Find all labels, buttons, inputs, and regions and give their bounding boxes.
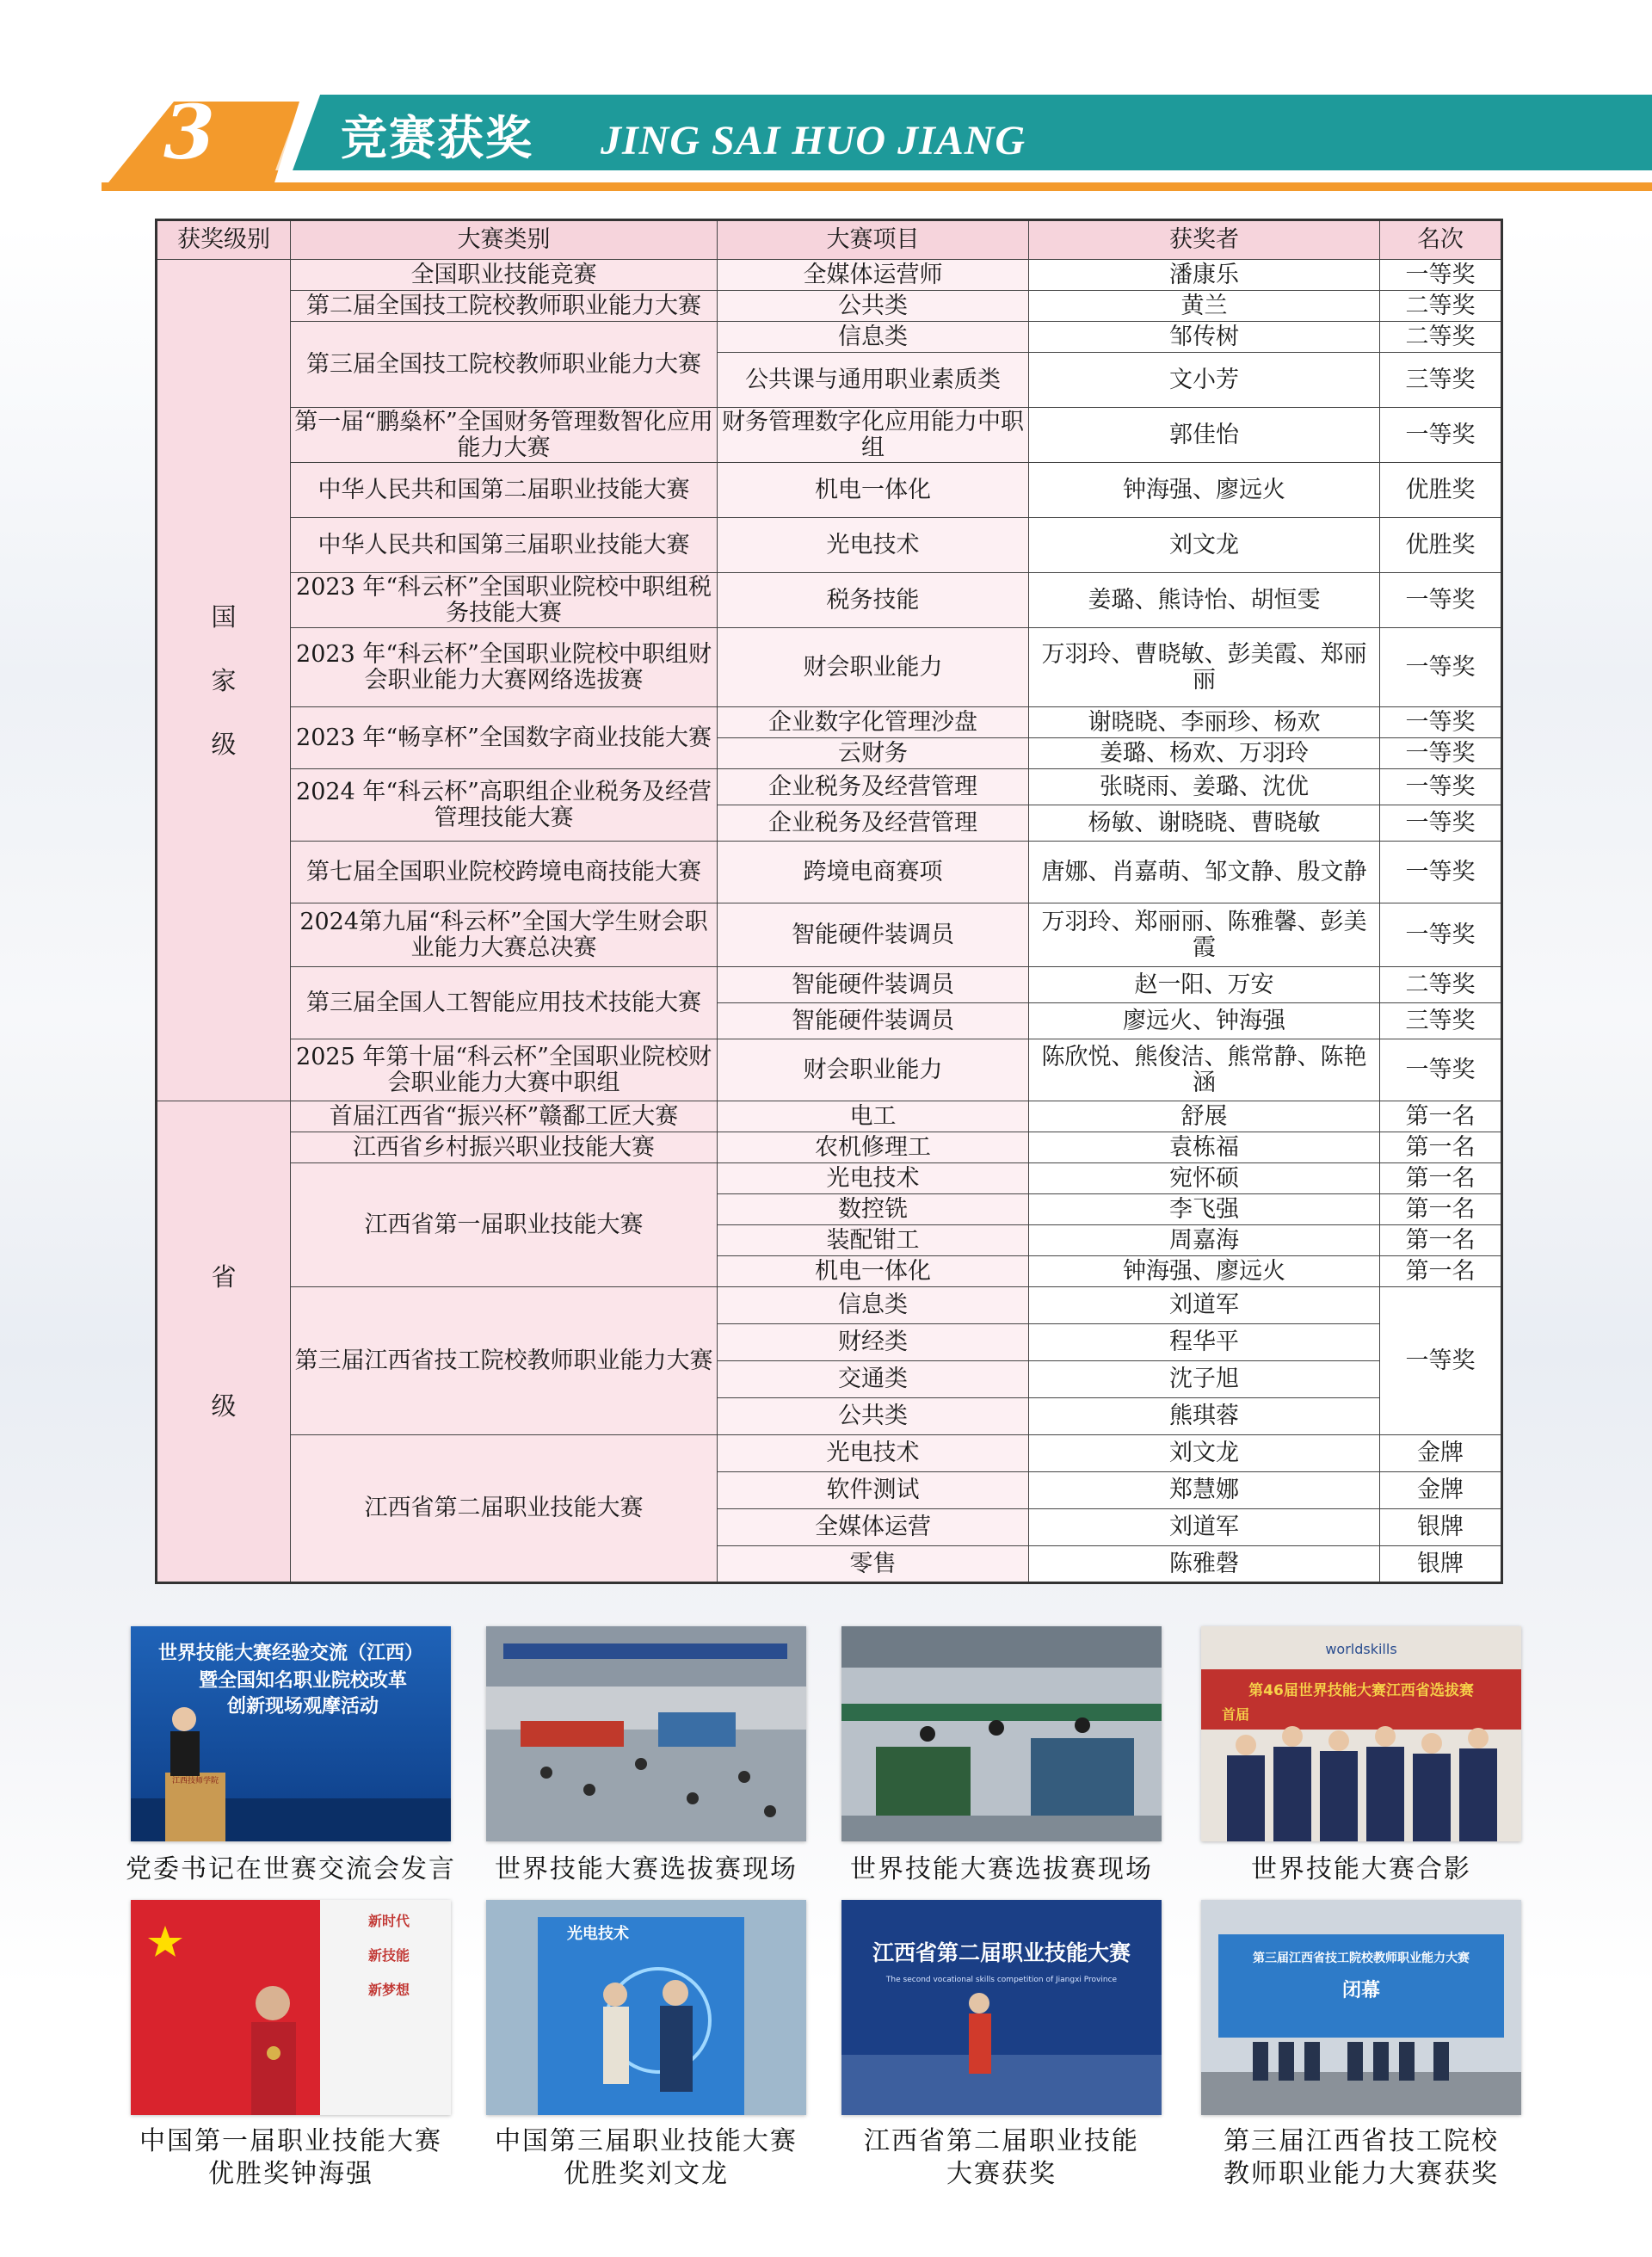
caption-line: 中国第三届职业技能大赛 (495, 2126, 798, 2156)
photo-screen-text: 第三届江西省技工院校教师职业能力大赛 (1253, 1952, 1470, 1965)
caption-line: 第三届江西省技工院校 (1224, 2126, 1499, 2156)
cell-winner: 万羽玲、曹晓敏、彭美霞、郑丽丽 (1029, 628, 1380, 707)
photo-caption (1189, 2125, 1533, 2191)
cell-rank: 一等奖 (1380, 769, 1502, 805)
cell-winner: 张晓雨、姜璐、沈优 (1029, 769, 1380, 805)
cell-winner: 文小芳 (1029, 353, 1380, 408)
cell-project: 机电一体化 (718, 1256, 1029, 1287)
cell-category: 第三届全国人工智能应用技术技能大赛 (291, 967, 718, 1039)
photo-screen-text: 光电技术 (567, 1925, 629, 1943)
cell-project: 光电技术 (718, 1435, 1029, 1472)
caption-line: 优胜奖钟海强 (208, 2159, 373, 2189)
cell-project: 信息类 (718, 1287, 1029, 1324)
cell-winner: 谢晓晓、李丽珍、杨欢 (1029, 707, 1380, 738)
table-row (157, 903, 1502, 967)
cell-rank: 第一名 (1380, 1194, 1502, 1225)
caption-line: 江西省第二届职业技能 (864, 2126, 1139, 2156)
caption-line: 教师职业能力大赛获奖 (1224, 2159, 1499, 2189)
cell-project: 软件测试 (718, 1472, 1029, 1509)
header-winner: 获奖者 (1029, 220, 1380, 260)
cell-category: 第二届全国技工院校教师职业能力大赛 (291, 291, 718, 322)
cell-winner: 刘文龙 (1029, 1435, 1380, 1472)
table-row (157, 291, 1502, 322)
cell-rank: 三等奖 (1380, 1003, 1502, 1039)
level-char: 国 (211, 601, 237, 632)
photo-teacher-contest (1201, 1900, 1521, 2115)
cell-category: 第七届全国职业院校跨境电商技能大赛 (291, 842, 718, 903)
cell-category: 第一届“鹏燊杯”全国财务管理数智化应用能力大赛 (291, 408, 718, 463)
cell-rank: 优胜奖 (1380, 518, 1502, 573)
cell-category: 中华人民共和国第二届职业技能大赛 (291, 463, 718, 518)
cell-category: 江西省第一届职业技能大赛 (291, 1163, 718, 1287)
cell-rank: 二等奖 (1380, 322, 1502, 353)
cell-rank: 一等奖 (1380, 903, 1502, 967)
cell-project: 公共类 (718, 1398, 1029, 1435)
photo-speech (131, 1626, 451, 1841)
table-row (157, 628, 1502, 707)
cell-category: 第三届全国技工院校教师职业能力大赛 (291, 322, 718, 408)
cell-winner: 郑慧娜 (1029, 1472, 1380, 1509)
cell-category: 2023 年“科云杯”全国职业院校中职组财会职业能力大赛网络选拔赛 (291, 628, 718, 707)
cell-project: 智能硬件装调员 (718, 1003, 1029, 1039)
photo-winner-zhong (131, 1900, 451, 2115)
caption-line: 优胜奖刘文龙 (564, 2159, 729, 2189)
photo-screen-text: 首届 (1221, 1706, 1250, 1723)
awards-table-wrapper (155, 219, 1501, 1584)
cell-category: 2024第九届“科云杯”全国大学生财会职业能力大赛总决赛 (291, 903, 718, 967)
cell-rank: 第一名 (1380, 1132, 1502, 1163)
cell-project: 农机修理工 (718, 1132, 1029, 1163)
photo-caption (119, 2125, 463, 2191)
photo-caption (829, 2125, 1174, 2191)
cell-rank: 一等奖 (1380, 260, 1502, 291)
section-title-pinyin: JING SAI HUO JIANG (601, 118, 1026, 163)
cell-project: 企业税务及经营管理 (718, 805, 1029, 842)
level-provincial (157, 1101, 291, 1583)
photo-caption: 世界技能大赛选拔赛现场 (495, 1854, 798, 1884)
photo-screen-text: worldskills (1325, 1641, 1397, 1657)
section-header (0, 0, 1652, 207)
cell-project: 财会职业能力 (718, 1039, 1029, 1101)
caption-line: 中国第一届职业技能大赛 (139, 2126, 442, 2156)
cell-project: 财务管理数字化应用能力中职组 (718, 408, 1029, 463)
cell-rank: 一等奖 (1380, 1287, 1502, 1435)
photo-contest-hall-2 (841, 1626, 1162, 1841)
header-orange-rule (102, 182, 1652, 191)
cell-project: 企业数字化管理沙盘 (718, 707, 1029, 738)
cell-rank: 一等奖 (1380, 573, 1502, 628)
photo-screen-text: 闭幕 (1341, 1980, 1381, 2001)
cell-category: 江西省第二届职业技能大赛 (291, 1435, 718, 1583)
cell-winner: 刘道军 (1029, 1509, 1380, 1546)
cell-category: 中华人民共和国第三届职业技能大赛 (291, 518, 718, 573)
cell-winner: 李飞强 (1029, 1194, 1380, 1225)
table-row (157, 463, 1502, 518)
cell-winner: 陈欣悦、熊俊洁、熊常静、陈艳涵 (1029, 1039, 1380, 1101)
level-char: 家 (211, 665, 237, 695)
photo-screen-text: 新时代 (367, 1913, 410, 1929)
cell-rank: 一等奖 (1380, 738, 1502, 769)
cell-project: 全媒体运营 (718, 1509, 1029, 1546)
cell-rank: 第一名 (1380, 1256, 1502, 1287)
photo-screen-text: 第46届世界技能大赛江西省选拔赛 (1248, 1682, 1474, 1699)
cell-rank: 一等奖 (1380, 805, 1502, 842)
cell-category: 江西省乡村振兴职业技能大赛 (291, 1132, 718, 1163)
cell-project: 税务技能 (718, 573, 1029, 628)
table-row (157, 1287, 1502, 1324)
cell-winner: 钟海强、廖远火 (1029, 1256, 1380, 1287)
cell-winner: 郭佳怡 (1029, 408, 1380, 463)
cell-project: 机电一体化 (718, 463, 1029, 518)
cell-rank: 一等奖 (1380, 707, 1502, 738)
cell-project: 智能硬件装调员 (718, 903, 1029, 967)
header-level: 获奖级别 (157, 220, 291, 260)
cell-winner: 陈雅磬 (1029, 1546, 1380, 1583)
table-row (157, 322, 1502, 353)
table-row (157, 1435, 1502, 1472)
cell-project: 数控铣 (718, 1194, 1029, 1225)
cell-project: 光电技术 (718, 1163, 1029, 1194)
cell-winner: 杨敏、谢晓晓、曹晓敏 (1029, 805, 1380, 842)
awards-table (155, 219, 1503, 1584)
cell-rank: 金牌 (1380, 1435, 1502, 1472)
photo-winner-liu (486, 1900, 806, 2115)
photo-caption: 世界技能大赛合影 (1251, 1854, 1471, 1884)
cell-winner: 潘康乐 (1029, 260, 1380, 291)
cell-winner: 熊琪蓉 (1029, 1398, 1380, 1435)
cell-project: 财经类 (718, 1324, 1029, 1361)
table-row (157, 707, 1502, 738)
cell-winner: 赵一阳、万安 (1029, 967, 1380, 1003)
photo-caption (474, 2125, 818, 2191)
cell-project: 智能硬件装调员 (718, 967, 1029, 1003)
cell-project: 信息类 (718, 322, 1029, 353)
cell-winner: 舒展 (1029, 1101, 1380, 1132)
cell-rank: 第一名 (1380, 1225, 1502, 1256)
level-national (157, 260, 291, 1101)
table-row (157, 408, 1502, 463)
cell-winner: 宛怀硕 (1029, 1163, 1380, 1194)
level-char: 省 (211, 1262, 237, 1292)
cell-category: 首届江西省“振兴杯”赣鄱工匠大赛 (291, 1101, 718, 1132)
cell-winner: 万羽玲、郑丽丽、陈雅馨、彭美霞 (1029, 903, 1380, 967)
cell-winner: 钟海强、廖远火 (1029, 463, 1380, 518)
cell-rank: 银牌 (1380, 1546, 1502, 1583)
cell-category: 全国职业技能竞赛 (291, 260, 718, 291)
cell-rank: 一等奖 (1380, 842, 1502, 903)
table-row (157, 1163, 1502, 1194)
cell-rank: 二等奖 (1380, 967, 1502, 1003)
table-row (157, 260, 1502, 291)
cell-winner: 袁栋福 (1029, 1132, 1380, 1163)
level-char: 级 (211, 1391, 237, 1421)
section-title: 竞赛获奖 (341, 111, 533, 165)
photo-screen-text: 江西省第二届职业技能大赛 (872, 1940, 1131, 1965)
caption-line: 大赛获奖 (946, 2159, 1057, 2189)
cell-winner: 周嘉海 (1029, 1225, 1380, 1256)
table-row (157, 1039, 1502, 1101)
cell-winner: 邹传树 (1029, 322, 1380, 353)
header-category: 大赛类别 (291, 220, 718, 260)
cell-category: 2025 年第十届“科云杯”全国职业院校财会职业能力大赛中职组 (291, 1039, 718, 1101)
cell-project: 企业税务及经营管理 (718, 769, 1029, 805)
cell-project: 财会职业能力 (718, 628, 1029, 707)
table-row (157, 518, 1502, 573)
cell-project: 跨境电商赛项 (718, 842, 1029, 903)
photo-jiangxi-second (841, 1900, 1162, 2115)
cell-rank: 第一名 (1380, 1163, 1502, 1194)
cell-rank: 金牌 (1380, 1472, 1502, 1509)
photo-screen-text: 创新现场观摩活动 (226, 1696, 379, 1717)
table-header-row (157, 220, 1502, 260)
cell-project: 装配钳工 (718, 1225, 1029, 1256)
photo-contest-hall-1 (486, 1626, 806, 1841)
cell-winner: 唐娜、肖嘉萌、邹文静、殷文静 (1029, 842, 1380, 903)
cell-project: 全媒体运营师 (718, 260, 1029, 291)
header-rank: 名次 (1380, 220, 1502, 260)
cell-winner: 黄兰 (1029, 291, 1380, 322)
table-row (157, 842, 1502, 903)
photo-screen-text: 新技能 (367, 1947, 410, 1964)
table-row (157, 769, 1502, 805)
table-row (157, 573, 1502, 628)
cell-project: 交通类 (718, 1361, 1029, 1398)
photo-screen-text: 江西技师学院 (171, 1777, 219, 1785)
cell-winner: 廖远火、钟海强 (1029, 1003, 1380, 1039)
cell-project: 零售 (718, 1546, 1029, 1583)
photo-caption: 世界技能大赛选拔赛现场 (850, 1854, 1153, 1884)
header-banner-shapes (0, 0, 1652, 207)
header-project: 大赛项目 (718, 220, 1029, 260)
cell-project: 云财务 (718, 738, 1029, 769)
photo-screen-text: 世界技能大赛经验交流（江西） (157, 1643, 424, 1664)
cell-rank: 银牌 (1380, 1509, 1502, 1546)
cell-project: 公共课与通用职业素质类 (718, 353, 1029, 408)
cell-category: 2024 年“科云杯”高职组企业税务及经营管理技能大赛 (291, 769, 718, 842)
table-row (157, 1101, 1502, 1132)
cell-winner: 程华平 (1029, 1324, 1380, 1361)
table-row (157, 1132, 1502, 1163)
cell-project: 电工 (718, 1101, 1029, 1132)
level-char: 级 (211, 729, 237, 759)
cell-rank: 一等奖 (1380, 1039, 1502, 1101)
cell-rank: 二等奖 (1380, 291, 1502, 322)
cell-winner: 刘道军 (1029, 1287, 1380, 1324)
cell-winner: 姜璐、杨欢、万羽玲 (1029, 738, 1380, 769)
cell-rank: 优胜奖 (1380, 463, 1502, 518)
table-row (157, 967, 1502, 1003)
cell-category: 第三届江西省技工院校教师职业能力大赛 (291, 1287, 718, 1435)
cell-project: 公共类 (718, 291, 1029, 322)
cell-rank: 三等奖 (1380, 353, 1502, 408)
cell-rank: 第一名 (1380, 1101, 1502, 1132)
cell-project: 光电技术 (718, 518, 1029, 573)
cell-winner: 刘文龙 (1029, 518, 1380, 573)
cell-winner: 沈子旭 (1029, 1361, 1380, 1398)
cell-category: 2023 年“科云杯”全国职业院校中职组税务技能大赛 (291, 573, 718, 628)
cell-rank: 一等奖 (1380, 408, 1502, 463)
cell-category: 2023 年“畅享杯”全国数字商业技能大赛 (291, 707, 718, 769)
photo-caption: 党委书记在世赛交流会发言 (126, 1854, 456, 1884)
photo-group-worldskills (1201, 1626, 1521, 1841)
photo-screen-text: 暨全国知名职业院校改革 (198, 1670, 408, 1692)
cell-winner: 姜璐、熊诗怡、胡恒雯 (1029, 573, 1380, 628)
photo-screen-text: The second vocational skills competition of Jiangxi Province (885, 1976, 1118, 1984)
section-number: 3 (163, 89, 215, 176)
cell-rank: 一等奖 (1380, 628, 1502, 707)
photo-screen-text: 新梦想 (367, 1982, 410, 1998)
